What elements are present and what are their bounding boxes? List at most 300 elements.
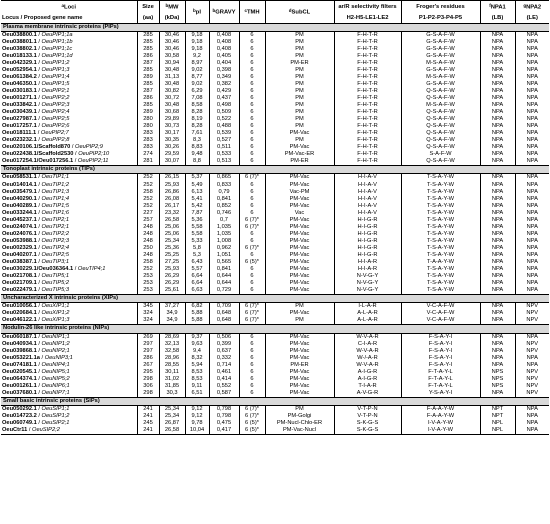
- npa2-cell: NPA: [515, 74, 549, 81]
- gravy-cell: 0,746: [209, 210, 239, 217]
- subcl-cell: PM-Vac: [265, 310, 334, 317]
- table-row: [1, 287, 549, 295]
- gene-name: OeuPIP2;10: [78, 151, 110, 158]
- froger-cell: T-S-A-Y-W: [401, 252, 480, 259]
- size-cell: 248: [137, 238, 159, 245]
- mw-cell: 28,69: [159, 333, 185, 341]
- locus-cell: Oeu018133.1 / OeuPIP1;1d: [2, 52, 73, 59]
- subcl-cell: PM-Vac: [265, 280, 334, 287]
- subcl-cell: PM: [265, 39, 334, 46]
- size-cell: 248: [137, 231, 159, 238]
- locus-cell: Oeu046122.1 / OeuXIP1;3: [2, 317, 70, 324]
- gene-name: OeuTIP5;2: [41, 280, 70, 287]
- filters-cell: F-H-T-R: [334, 81, 401, 88]
- gene-name: OeuTIP2;4: [41, 244, 70, 251]
- tmh-cell: 6 (7)*: [239, 317, 265, 325]
- mw-cell: 30,58: [159, 53, 185, 60]
- gene-name: OeuNIP1;2: [41, 340, 70, 347]
- pi-cell: 8,83: [185, 144, 209, 151]
- gravy-cell: 0,644: [209, 280, 239, 287]
- mw-cell: 30,46: [159, 31, 185, 39]
- locus-id: Oeu033842.1: [2, 102, 37, 109]
- table-row: [1, 123, 549, 130]
- npa2-header: $^g$NPA2: [515, 1, 549, 13]
- subcl-cell: PM-Vac: [265, 252, 334, 259]
- size-cell: 248: [137, 252, 159, 259]
- npa2-cell: NPA: [515, 67, 549, 74]
- subcl-cell: PM: [265, 88, 334, 95]
- froger-cell: F-T-A-Y-L: [401, 383, 480, 390]
- npa2-cell: NPA: [515, 427, 549, 435]
- npa1-cell: NPA: [480, 158, 515, 166]
- npa2-cell: NPA: [515, 189, 549, 196]
- mw-cell: 30,46: [159, 39, 185, 46]
- locus-id: Oeu046350.1: [2, 80, 37, 87]
- gravy-cell: 0,475: [209, 420, 239, 427]
- gravy-cell: 1,008: [209, 238, 239, 245]
- npa1-cell: NPA: [480, 53, 515, 60]
- npa2-subheader: (LE): [515, 13, 549, 24]
- table-body: [1, 23, 549, 435]
- froger-cell: T-S-A-Y-W: [401, 245, 480, 252]
- tmh-cell: 6: [239, 231, 265, 238]
- mw-cell: 25,93: [159, 182, 185, 189]
- locus-id: Oeu035479.1: [2, 188, 37, 195]
- subcl-cell: PM-Vac: [265, 130, 334, 137]
- pi-header: $^b$pI: [185, 1, 209, 24]
- tmh-cell: 6 (7)*: [239, 405, 265, 413]
- froger-cell: G-S-A-F-W: [401, 39, 480, 46]
- tmh-cell: 6: [239, 39, 265, 46]
- gene-name: OeuSIP2;1: [41, 420, 70, 427]
- npa2-cell: NPA: [515, 280, 549, 287]
- locus-cell: Oeu040207.1 / OeuTIP2;5: [2, 252, 70, 258]
- locus-id: Oeu024074.1: [2, 223, 37, 230]
- gravy-cell: 1,051: [209, 252, 239, 259]
- table-row: [1, 217, 549, 224]
- size-cell: 267: [137, 362, 159, 369]
- tmh-cell: 6 (7)*: [239, 174, 265, 182]
- gravy-cell: 1,035: [209, 231, 239, 238]
- pi-cell: 9,12: [185, 405, 209, 413]
- mw-cell: 31,85: [159, 383, 185, 390]
- gene-name: OeuPIP1;4: [41, 73, 70, 80]
- froger-cell: T-S-A-Y-W: [401, 174, 480, 182]
- mw-cell: 25,93: [159, 266, 185, 273]
- filters-cell: H-I-A-R: [334, 266, 401, 273]
- table-row: [1, 60, 549, 67]
- size-cell: 245: [137, 420, 159, 427]
- pi-cell: 8,28: [185, 109, 209, 116]
- npa2-cell: NPV: [515, 348, 549, 355]
- locus-id: Oeu053988.1: [2, 237, 37, 244]
- tmh-cell: 6: [239, 74, 265, 81]
- gravy-cell: 0,408: [209, 46, 239, 53]
- tmh-cell: 6: [239, 31, 265, 39]
- subcl-cell: PM-Vac: [265, 144, 334, 151]
- froger-cell: Q-S-A-F-W: [401, 158, 480, 166]
- froger-cell: T-S-A-Y-W: [401, 238, 480, 245]
- froger-cell: T-A-A-Y-W: [401, 259, 480, 266]
- npa1-cell: NPA: [480, 60, 515, 67]
- filters-cell: F-H-T-R: [334, 130, 401, 137]
- npa1-cell: NPA: [480, 259, 515, 266]
- table-row: [1, 376, 549, 383]
- size-cell: 345: [137, 303, 159, 311]
- locus-cell: Oeu001261.1 / OeuNIP6;1: [2, 382, 70, 389]
- table-row: [1, 369, 549, 376]
- filters-cell: W-V-A-R: [334, 333, 401, 341]
- locus-id: Oeu018111.1: [2, 130, 37, 137]
- mw-cell: 34,9: [159, 310, 185, 317]
- gravy-cell: 0,405: [209, 53, 239, 60]
- froger-cell: F-S-A-Y-I: [401, 348, 480, 355]
- npa1-cell: NPA: [480, 46, 515, 53]
- size-cell: 252: [137, 203, 159, 210]
- subcl-cell: PM-Vac: [265, 224, 334, 231]
- filters-subheader: H2-H5-LE1-LE2: [334, 13, 401, 24]
- table-row: [1, 259, 549, 266]
- section-title: Tonoplast intrinsic proteins (TIPs): [1, 166, 549, 174]
- subcl-cell: PM-Vac-ER: [265, 151, 334, 158]
- npa1-cell: NPA: [480, 196, 515, 203]
- filters-cell: F-H-T-R: [334, 31, 401, 39]
- npa2-cell: NPV: [515, 390, 549, 398]
- locus-id: Oeu033244.1: [2, 209, 37, 216]
- subcl-cell: PM-Vac: [265, 390, 334, 398]
- gene-name: OeuTIP3;1: [41, 259, 70, 266]
- locus-cell: Oeu042329.1 / OeuPIP1;2: [2, 59, 70, 66]
- subcl-cell: PM-Vac: [265, 369, 334, 376]
- locus-id: Oeu001271.1: [2, 94, 37, 101]
- gene-name: OeuSIP1;1: [41, 405, 70, 412]
- mw-header: $^b$MW: [159, 1, 185, 13]
- npa1-cell: NPA: [480, 317, 515, 325]
- filters-cell: F-H-T-R: [334, 116, 401, 123]
- table-row: [1, 182, 549, 189]
- gravy-cell: 0,79: [209, 189, 239, 196]
- npa1-cell: NPA: [480, 310, 515, 317]
- locus-id: Oeu058531.1: [2, 174, 37, 181]
- tmh-cell: 6: [239, 109, 265, 116]
- gravy-cell: 0,729: [209, 287, 239, 295]
- filters-cell: H-I-A-V: [334, 203, 401, 210]
- size-cell: 280: [137, 123, 159, 130]
- size-cell: 324: [137, 317, 159, 325]
- pi-cell: 8,8: [185, 158, 209, 166]
- locus-cell: Oeu014014.1 / OeuTIP1;2: [2, 181, 70, 188]
- size-cell: 324: [137, 310, 159, 317]
- table-row: [1, 46, 549, 53]
- gravy-cell: 0,7: [209, 217, 239, 224]
- filters-cell: F-H-T-R: [334, 144, 401, 151]
- section-header: [1, 295, 549, 303]
- gene-name: OeuTIP2;5: [41, 252, 70, 258]
- froger-cell: S-A-F-W: [401, 151, 480, 158]
- gravy-cell: 0,498: [209, 102, 239, 109]
- npa2-cell: NPV: [515, 310, 549, 317]
- locus-cell: Oeu001271.1 / OeuPIP2;2: [2, 94, 70, 101]
- tmh-cell: 6 (7)*: [239, 310, 265, 317]
- tmh-cell: 6: [239, 287, 265, 295]
- npa2-cell: NPV: [515, 383, 549, 390]
- tmh-cell: 6: [239, 203, 265, 210]
- tmh-cell: 6: [239, 81, 265, 88]
- gravy-cell: 0,506: [209, 333, 239, 341]
- froger-cell: T-S-A-Y-W: [401, 182, 480, 189]
- table-row: [1, 53, 549, 60]
- table-row: [1, 333, 549, 341]
- subcl-cell: PM-Vac: [265, 231, 334, 238]
- pi-cell: 6,43: [185, 259, 209, 266]
- locus-cell: Oeu040934.1 / OeuNIP1;2: [2, 340, 70, 347]
- locus-cell: Oeu027987.1 / OeuPIP2;5: [2, 116, 70, 123]
- npa1-cell: NPA: [480, 252, 515, 259]
- gene-name: OeuNIP3;1: [44, 354, 73, 361]
- gene-name: OeuPIP1;2: [41, 59, 70, 66]
- size-cell: 285: [137, 102, 159, 109]
- size-cell: 253: [137, 280, 159, 287]
- npa2-cell: NPA: [515, 420, 549, 427]
- npa2-cell: NPV: [515, 317, 549, 325]
- subcl-cell: PM-Vac: [265, 238, 334, 245]
- pi-cell: 6,29: [185, 88, 209, 95]
- npa1-cell: NPA: [480, 67, 515, 74]
- pi-cell: 5,41: [185, 196, 209, 203]
- table-row: [1, 39, 549, 46]
- gravy-cell: 0,841: [209, 266, 239, 273]
- npa2-cell: NPA: [515, 116, 549, 123]
- gene-name: OeuPIP1;1b: [41, 38, 73, 45]
- size-cell: 298: [137, 390, 159, 398]
- locus-subheader: Locus / Proposed gene name: [1, 13, 137, 24]
- froger-cell: Q-S-A-F-W: [401, 144, 480, 151]
- subcl-cell: PM-Vac: [265, 203, 334, 210]
- froger-header: Froger's residues: [401, 1, 480, 13]
- gene-name: OeuTIP1;1: [41, 174, 70, 181]
- table-row: [1, 116, 549, 123]
- size-cell: 283: [137, 144, 159, 151]
- size-cell: 286: [137, 355, 159, 362]
- filters-cell: W-/-A-R: [334, 355, 401, 362]
- tmh-cell: 6: [239, 88, 265, 95]
- pi-cell: 9,63: [185, 341, 209, 348]
- table-row: [1, 252, 549, 259]
- loci-header: $^a$Loci: [1, 1, 137, 13]
- npa1-cell: NPA: [480, 74, 515, 81]
- npa2-cell: NPA: [515, 81, 549, 88]
- locus-id: Oeu050292.1: [2, 405, 37, 412]
- section-title: Plasma membrane intrinsic proteins (PIPs): [1, 23, 549, 31]
- subcl-cell: PM: [265, 303, 334, 311]
- pi-cell: 7,87: [185, 210, 209, 217]
- froger-cell: F-A-A-Y-W: [401, 405, 480, 413]
- gene-name: OeuXIP1;3: [41, 317, 70, 324]
- locus-id: Oeu040934.1: [2, 340, 37, 347]
- size-cell: 286: [137, 53, 159, 60]
- gene-name: OeuPIP2;5: [41, 116, 70, 123]
- filters-cell: H-I-A-V: [334, 174, 401, 182]
- npa2-cell: NPA: [515, 60, 549, 67]
- gene-name: OeuNIP5;1: [41, 368, 70, 375]
- locus-cell: Oeu024076.1 / OeuTIP2;2: [2, 230, 70, 237]
- size-cell: 283: [137, 137, 159, 144]
- locus-cell: Oeu038800.1 / OeuPIP1;1a: [2, 31, 73, 38]
- locus-id: Oeu040289.1: [2, 202, 37, 209]
- mw-cell: 25,34: [159, 405, 185, 413]
- subcl-cell: PM: [265, 46, 334, 53]
- pi-cell: 5,94: [185, 362, 209, 369]
- mw-cell: 30,07: [159, 158, 185, 166]
- mw-cell: 25,06: [159, 224, 185, 231]
- filters-cell: F-H-T-R: [334, 74, 401, 81]
- size-cell: 285: [137, 46, 159, 53]
- pi-cell: 9,78: [185, 420, 209, 427]
- size-cell: 298: [137, 376, 159, 383]
- npa2-cell: NPA: [515, 273, 549, 280]
- npa1-cell: NPA: [480, 280, 515, 287]
- tmh-cell: 6 (7)*: [239, 303, 265, 311]
- gravy-cell: 0,509: [209, 109, 239, 116]
- gene-name: OeuPIP2;3: [41, 102, 70, 109]
- locus-cell: Oeu020545.1 / OeuNIP5;1: [2, 368, 70, 375]
- froger-cell: G-S-A-F-W: [401, 53, 480, 60]
- size-cell: 241: [137, 405, 159, 413]
- mw-cell: 32,13: [159, 341, 185, 348]
- filters-cell: W-V-A-R: [334, 348, 401, 355]
- filters-cell: S-K-G-S: [334, 420, 401, 427]
- pi-cell: 9,48: [185, 151, 209, 158]
- mw-cell: 30,94: [159, 60, 185, 67]
- gene-name: OeuTIP1;6: [41, 209, 70, 216]
- froger-cell: F-S-A-Y-I: [401, 341, 480, 348]
- tmh-cell: 6: [239, 123, 265, 130]
- npa2-cell: NPA: [515, 333, 549, 341]
- gravy-cell: 0,709: [209, 303, 239, 311]
- locus-id: Oeu030439.1: [2, 109, 37, 116]
- npa1-cell: NPA: [480, 31, 515, 39]
- locus-cell: Oeu053221.1a / OeuNIP3;1: [2, 354, 73, 361]
- size-cell: 297: [137, 341, 159, 348]
- locus-id: Oeu042329.1: [2, 59, 37, 66]
- locus-cell: Oeu053988.1 / OeuTIP2;3: [2, 237, 70, 244]
- table-row: [1, 405, 549, 413]
- npa1-cell: NPA: [480, 95, 515, 102]
- npa1-cell: NPA: [480, 348, 515, 355]
- pi-cell: 9,02: [185, 67, 209, 74]
- filters-cell: A-I-G-R: [334, 376, 401, 383]
- header-row-top: [1, 1, 549, 13]
- table-row: [1, 95, 549, 102]
- locus-cell: Oeu038387.1 / OeuTIP3;1: [2, 259, 70, 266]
- npa1-cell: NPA: [480, 203, 515, 210]
- pi-cell: 8,19: [185, 116, 209, 123]
- filters-cell: H-I-G-R: [334, 252, 401, 259]
- subcl-cell: PM-Golgi: [265, 413, 334, 420]
- tmh-cell: 6: [239, 60, 265, 67]
- table-row: [1, 158, 549, 166]
- tmh-cell: 6: [239, 273, 265, 280]
- locus-cell: Oeu045237.1 / OeuTIP2;1: [2, 216, 70, 223]
- npa2-cell: NPA: [515, 245, 549, 252]
- size-cell: 289: [137, 109, 159, 116]
- mw-cell: 30,35: [159, 137, 185, 144]
- gravy-cell: 0,644: [209, 273, 239, 280]
- npa1-cell: NPA: [480, 144, 515, 151]
- froger-cell: F-S-A-Y-I: [401, 333, 480, 341]
- table-row: [1, 151, 549, 158]
- froger-subheader: P1-P2-P3-P4-P5: [401, 13, 480, 24]
- locus-id: Oeu023232.1: [2, 137, 37, 144]
- locus-cell: Oeu040290.1 / OeuTIP1;4: [2, 195, 70, 202]
- npa1-cell: NPA: [480, 102, 515, 109]
- tmh-cell: 6: [239, 369, 265, 376]
- pi-cell: 9,37: [185, 333, 209, 341]
- tmh-cell: 6: [239, 238, 265, 245]
- gene-name: OeuTIP1;4: [41, 195, 70, 202]
- gravy-cell: 0,852: [209, 203, 239, 210]
- size-unit: (aa): [137, 13, 159, 24]
- npa1-cell: NPS: [480, 376, 515, 383]
- npa1-cell: NPA: [480, 88, 515, 95]
- locus-cell: Oeu010056.1 / OeuXIP1;1: [2, 303, 70, 310]
- table-row: [1, 224, 549, 231]
- filters-cell: H-I-G-R: [334, 245, 401, 252]
- tmh-cell: 6: [239, 67, 265, 74]
- mw-cell: 31,13: [159, 74, 185, 81]
- gene-name: OeuSIP1;2: [41, 413, 70, 420]
- npa2-cell: NPA: [515, 405, 549, 413]
- subcl-cell: PM-ER: [265, 362, 334, 369]
- gravy-cell: 0,522: [209, 116, 239, 123]
- npa2-cell: NPV: [515, 303, 549, 311]
- table-row: [1, 280, 549, 287]
- gene-name: OeuNIP4;1: [41, 361, 70, 368]
- npa1-cell: NPA: [480, 151, 515, 158]
- locus-id: Oeu064374.1: [2, 375, 37, 382]
- npa1-cell: NPA: [480, 341, 515, 348]
- subcl-cell: Vac-PM: [265, 189, 334, 196]
- froger-cell: G-S-A-F-W: [401, 31, 480, 39]
- tmh-cell: 6: [239, 137, 265, 144]
- froger-cell: T-S-A-Y-W: [401, 196, 480, 203]
- table-row: [1, 420, 549, 427]
- filters-cell: F-H-T-R: [334, 46, 401, 53]
- mw-cell: 30,46: [159, 46, 185, 53]
- size-cell: 286: [137, 95, 159, 102]
- mw-cell: 30,82: [159, 88, 185, 95]
- locus-id: Oeu020545.1: [2, 368, 37, 375]
- subcl-cell: PM-Vac: [265, 383, 334, 390]
- locus-cell: OeuCtr11 / OeuSIP2;2: [1, 427, 137, 435]
- table-row: [1, 137, 549, 144]
- pi-cell: 9,12: [185, 413, 209, 420]
- locus-id: Oeu060749.1: [2, 420, 37, 427]
- mw-cell: 25,34: [159, 238, 185, 245]
- size-cell: 252: [137, 196, 159, 203]
- gravy-cell: 0,552: [209, 383, 239, 390]
- pi-cell: 8,53: [185, 376, 209, 383]
- mw-unit: (kDa): [159, 13, 185, 24]
- npa1-cell: NPA: [480, 355, 515, 362]
- npa2-cell: NPV: [515, 369, 549, 376]
- froger-cell: T-S-A-Y-W: [401, 210, 480, 217]
- npa1-cell: NPA: [480, 362, 515, 369]
- filters-cell: F-H-T-R: [334, 67, 401, 74]
- gene-name: OeuTIP5;3: [41, 287, 70, 294]
- tmh-cell: 6: [239, 376, 265, 383]
- tmh-cell: 6: [239, 333, 265, 341]
